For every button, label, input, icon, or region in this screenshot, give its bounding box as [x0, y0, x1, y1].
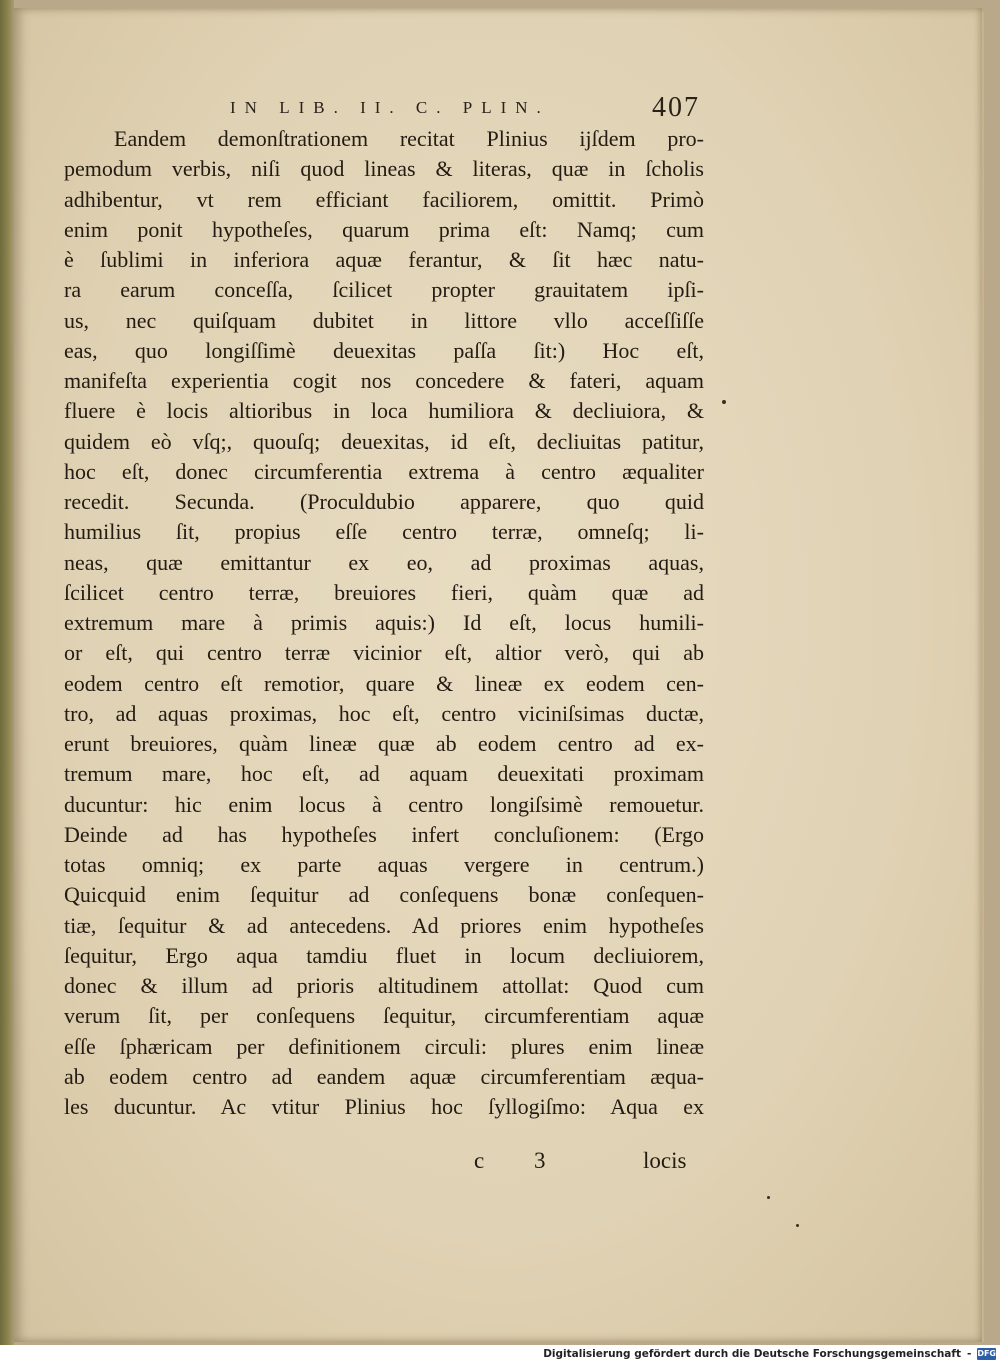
footer-separator: - [966, 1347, 972, 1360]
text-line: eodem centro eſt remotior, quare & lineæ ex eodem cen- [64, 670, 704, 696]
running-title: IN LIB. II. C. PLIN. [230, 98, 550, 117]
text-line: or eſt, qui centro terræ vicinior eſt, altior verò, qui ab [64, 640, 704, 666]
book-binding-edge [0, 0, 14, 1345]
text-line: ab eodem centro ad eandem aquæ circumferentiam æqua- [64, 1063, 704, 1089]
ink-speck [767, 1196, 770, 1199]
text-line: enim ponit hypotheſes, quarum prima eſt: Namq; cum [64, 216, 704, 242]
catchword: locis [643, 1148, 687, 1173]
text-line: tro, ad aquas proximas, hoc eſt, centro viciniſsimas ductæ, [64, 700, 704, 726]
text-line: extremum mare à primis aquis:) Id eſt, locus humili- [64, 610, 704, 635]
text-line: adhibentur, vt rem efficiant faciliorem, omittit. Primò [64, 186, 704, 212]
dfg-logo-icon: DFG [977, 1349, 996, 1358]
text-line: fluere è locis altioribus in loca humiliora & decliuiora, & [64, 398, 704, 424]
text-line: verum ſit, per conſequens ſequitur, circumferentiam aquæ [64, 1003, 704, 1029]
page-number: 407 [652, 92, 700, 123]
body-text [64, 124, 704, 1122]
footer-text: Digitalisierung gefördert durch die Deutsche Forschungsgemeinschaft [543, 1347, 961, 1360]
text-line: tiæ, ſequitur & ad antecedens. Ad priores enim hypotheſes [64, 912, 704, 938]
text-line: ducuntur: hic enim locus à centro longiſsimè remouetur. [64, 791, 704, 817]
text-line: donec & illum ad prioris altitudinem attollat: Quod cum [64, 973, 704, 998]
text-line: quidem eò vſq;, quouſq; deuexitas, id eſt, decliuitas patitur, [64, 428, 704, 454]
ink-speck [722, 400, 726, 404]
text-line: recedit. Secunda. (Proculdubio apparere, quo quid [64, 489, 704, 514]
text-line: Quicquid enim ſequitur ad conſequens bonæ conſequen- [64, 882, 704, 908]
text-line: ra earum conceſſa, ſcilicet propter grauitatem ipſi- [64, 277, 704, 303]
text-line: humilius ſit, propius eſſe centro terræ, omneſq; li- [64, 519, 704, 545]
text-line: Deinde ad has hypotheſes infert concluſionem: (Ergo [64, 821, 704, 847]
text-line: us, nec quiſquam dubitet in littore vllo acceſſiſſe [64, 307, 704, 333]
text-line: ſcilicet centro terræ, breuiores fieri, quàm quæ ad [64, 579, 704, 605]
text-line: erunt breuiores, quàm lineæ quæ ab eodem centro ad ex- [64, 731, 704, 756]
text-line: tremum mare, hoc eſt, ad aquam deuexitati proximam [64, 761, 704, 787]
ink-speck [796, 1224, 799, 1227]
signature-mark: c 3 [474, 1148, 568, 1173]
text-line: hoc eſt, donec circumferentia extrema à centro æqualiter [64, 458, 704, 484]
text-line: neas, quæ emittantur ex eo, ad proximas aquas, [64, 549, 704, 575]
text-line: pemodum verbis, niſi quod lineas & literas, quæ in ſcholis [64, 156, 704, 182]
digitization-footer [543, 1345, 1000, 1362]
text-line: manifeſta experientia cogit nos concedere & fateri, aquam [64, 368, 704, 393]
text-line: Eandem demonſtrationem recitat Plinius ijſdem pro- [114, 126, 704, 151]
text-line: ſequitur, Ergo aqua tamdiu fluet in locum decliuiorem, [64, 942, 704, 968]
text-line: totas omniq; ex parte aquas vergere in centrum.) [64, 852, 704, 877]
text-line: è ſublimi in inferiora aquæ ferantur, & ſit hæc natu- [64, 247, 704, 272]
text-line: les ducuntur. Ac vtitur Plinius hoc ſyllogiſmo: Aqua ex [64, 1094, 704, 1119]
text-line: eſſe ſphæricam per definitionem circuli: plures enim lineæ [64, 1033, 704, 1059]
text-line: eas, quo longiſſimè deuexitas paſſa ſit:) Hoc eſt, [64, 337, 704, 363]
